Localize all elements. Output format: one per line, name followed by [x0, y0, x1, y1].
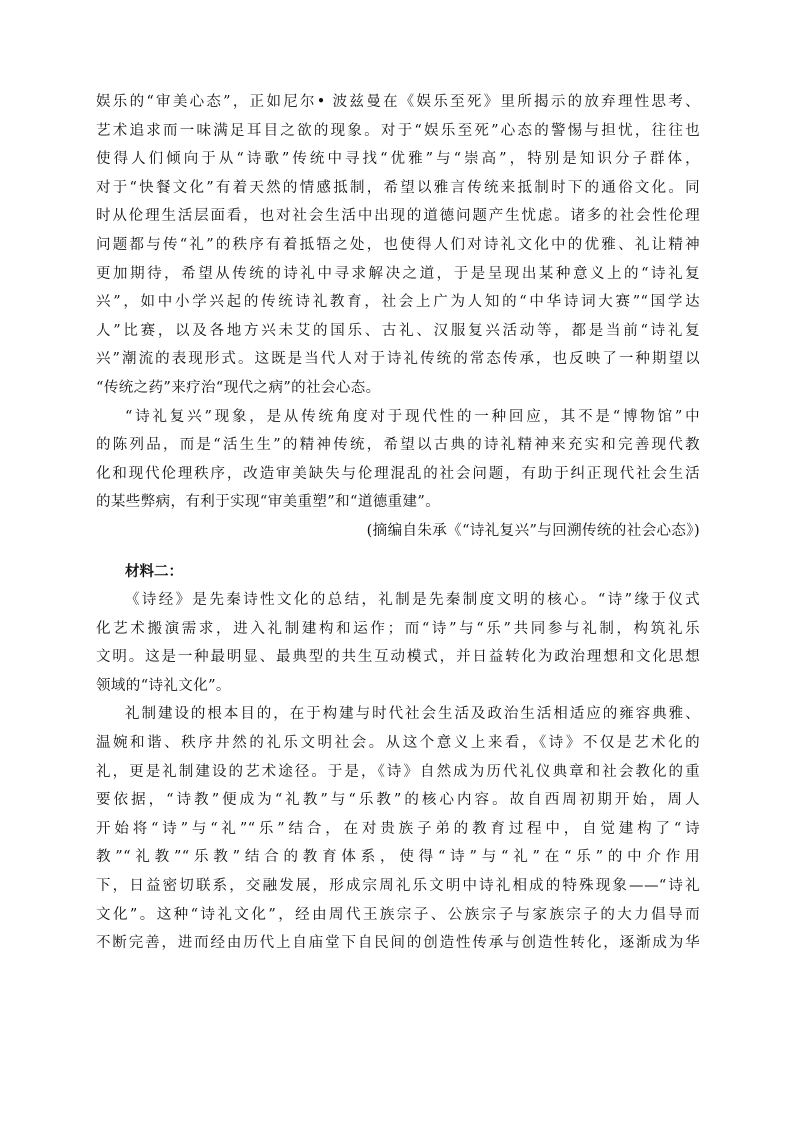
paragraph-2: [96, 403, 700, 517]
text-line: 礼制建设的根本目的，在于构建与时代社会生活及政治生活相适应的雍容典雅、: [125, 706, 700, 723]
text-line: 使得人们倾向于从“诗歌”传统中寻找“优雅”与“崇高”，特别是知识分子群体，: [96, 151, 700, 168]
text-line: “传统之药”来疗治“现代之病”的社会心态。: [96, 379, 381, 396]
text-line: 的某些弊病，有利于实现“审美重塑”和“道德重建”。: [96, 494, 441, 511]
paragraph-4: [96, 700, 700, 957]
text-line: “诗礼复兴”现象，是从传统角度对于现代性的一种回应，其不是“博物馆”中: [125, 408, 700, 425]
text-line: 人”比赛，以及各地方兴未艾的国乐、古礼、汉服复兴活动等，都是当前“诗礼复: [96, 322, 700, 339]
text-line: 对于“快餐文化”有着天然的情感抵制，希望以雅言传统来抵制时下的通俗文化。同: [96, 179, 700, 196]
paragraph-3: [96, 586, 700, 700]
text-line: 艺术追求而一味满足耳目之欲的现象。对于“娱乐至死”心态的警惕与担忧，往往也: [96, 122, 700, 139]
text-line: 问题都与传“礼”的秩序有着抵牾之处，也使得人们对诗礼文化中的优雅、礼让精神: [96, 236, 700, 253]
text-line: 要依据，“诗教”便成为“礼教”与“乐教”的核心内容。故自西周初期开始，周人: [96, 792, 700, 809]
text-line: 兴”潮流的表现形式。这既是当代人对于诗礼传统的常态传承，也反映了一种期望以: [96, 351, 700, 368]
document-page: [96, 88, 700, 958]
text-line: 兴”，如中小学兴起的传统诗礼教育，社会上广为人知的“中华诗词大赛”“国学达: [96, 294, 700, 311]
text-line: 礼，更是礼制建设的艺术途径。于是，《诗》自然成为历代礼仪典章和社会教化的重: [96, 763, 700, 780]
text-line: 时从伦理生活层面看，也对社会生活中出现的道德问题产生忧虑。诸多的社会性伦理: [96, 208, 700, 225]
text-line: 更加期待，希望从传统的诗礼中寻求解决之道，于是呈现出某种意义上的“诗礼复: [96, 265, 700, 282]
text-line: 温婉和谐、秩序井然的礼乐文明社会。从这个意义上来看，《诗》不仅是艺术化的: [96, 735, 700, 752]
paragraph-1: [96, 88, 700, 403]
text-line: 化和现代伦理秩序，改造审美缺失与伦理混乱的社会问题，有助于纠正现代社会生活: [96, 465, 700, 482]
section-heading-material-2: 材料二：: [125, 562, 183, 580]
text-line: 领域的“诗礼文化”。: [96, 677, 231, 694]
text-line: 的陈列品，而是“活生生”的精神传统，希望以古典的诗礼精神来充实和完善现代教: [96, 437, 700, 454]
text-line: 文化”。这种“诗礼文化”，经由周代王族宗子、公族宗子与家族宗子的大力倡导而: [96, 906, 700, 923]
text-line: 《诗经》是先秦诗性文化的总结，礼制是先秦制度文明的核心。“诗”缘于仪式: [125, 592, 700, 609]
text-line: 化艺术搬演需求，进入礼制建构和运作；而“诗”与“乐”共同参与礼制，构筑礼乐: [96, 620, 700, 637]
text-line: 文明。这是一种最明显、最典型的共生互动模式，并日益转化为政治理想和文化思想: [96, 649, 700, 666]
text-line: 开始将“诗”与“礼”“乐”结合，在对贵族子弟的教育过程中，自觉建构了“诗: [96, 820, 700, 837]
text-line: 不断完善，进而经由历代上自庙堂下自民间的创造性传承与创造性转化，逐渐成为华: [96, 935, 700, 952]
text-line: 下，日益密切联系，交融发展，形成宗周礼乐文明中诗礼相成的特殊现象——“诗礼: [96, 878, 700, 895]
source-citation: (摘编自朱承《“诗礼复兴”与回溯传统的社会心态》): [366, 522, 700, 539]
text-line: 教”“礼教”“乐教”结合的教育体系，使得“诗”与“礼”在“乐”的中介作用: [96, 849, 700, 866]
text-line: 娱乐的“审美心态”，正如尼尔• 波兹曼在《娱乐至死》里所揭示的放弃理性思考、: [96, 94, 700, 110]
